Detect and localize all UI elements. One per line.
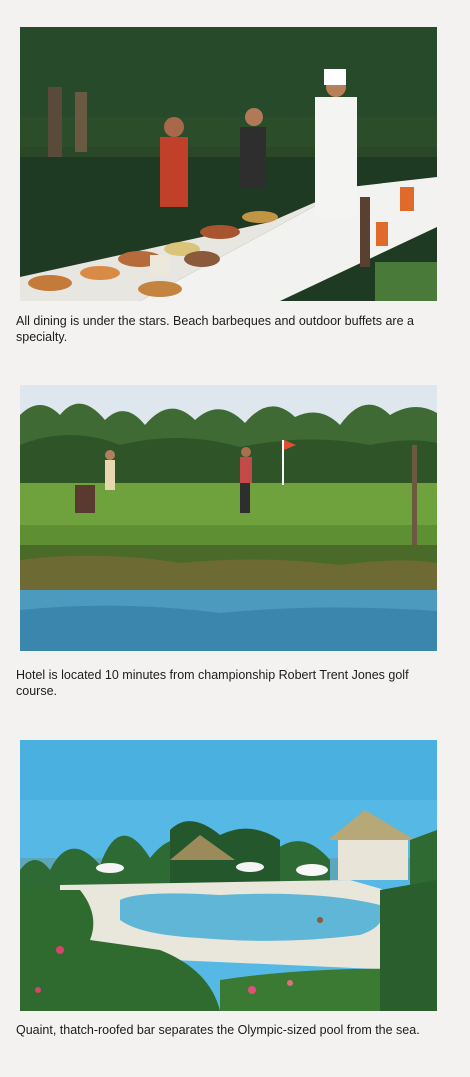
pool-bar-photo bbox=[20, 740, 437, 1011]
caption-dining: All dining is under the stars. Beach barbeques and outdoor buffets are a specialty. bbox=[16, 314, 414, 344]
golf-course-photo bbox=[20, 385, 437, 651]
outdoor-buffet-photo bbox=[20, 27, 437, 301]
caption-pool: Quaint, thatch-roofed bar separates the Olympic-sized pool from the sea. bbox=[16, 1023, 420, 1037]
caption-golf: Hotel is located 10 minutes from championship Robert Trent Jones golf course. bbox=[16, 668, 409, 698]
